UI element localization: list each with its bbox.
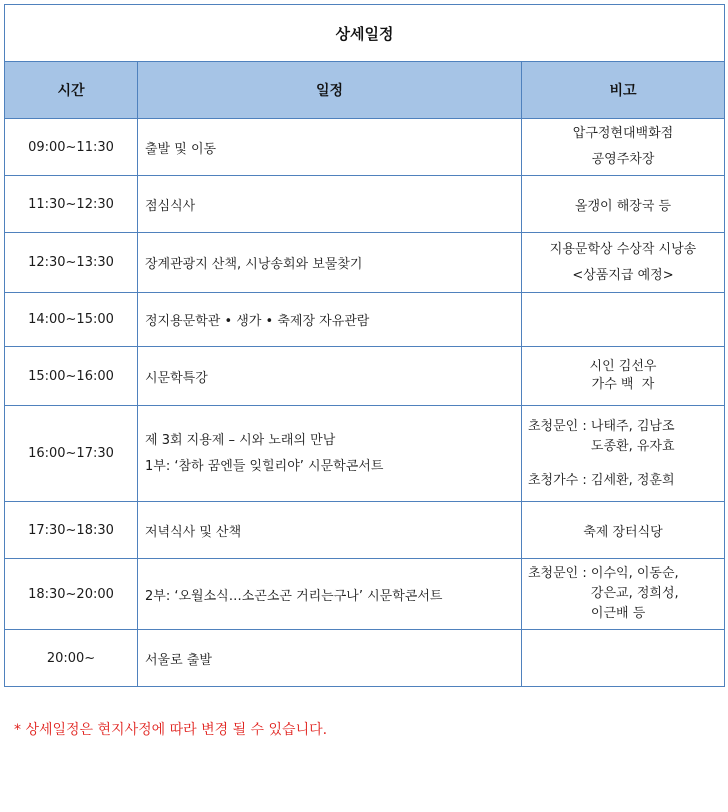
header-time: 시간 — [5, 62, 138, 119]
header-schedule: 일정 — [138, 62, 522, 119]
note-line: 축제 장터식당 — [583, 524, 663, 540]
time-cell: 09:00~11:30 — [5, 119, 138, 176]
note-cell — [522, 176, 725, 233]
note-cell — [522, 502, 725, 559]
guest-name-line: 도종환, 유자효 — [590, 438, 675, 454]
schedule-line: 1부: ‘참하 꿈엔들 잊힐리야’ 시문학콘서트 — [145, 458, 384, 474]
footnote: * 상세일정은 현지사정에 따라 변경 될 수 있습니다. — [14, 722, 328, 738]
table-row — [5, 502, 725, 559]
schedule-cell — [138, 406, 522, 502]
time-cell: 17:30~18:30 — [5, 502, 138, 559]
note-cell — [522, 406, 725, 502]
guest-name-line: 이수익, 이동순, — [590, 566, 679, 581]
guest-poets-names — [591, 417, 675, 457]
note-line: 지용문학상 수상작 시낭송 — [549, 241, 697, 257]
title-row — [5, 5, 725, 62]
table-row — [5, 119, 725, 176]
table-row — [5, 293, 725, 347]
note-line: 시인 김선우 — [589, 359, 657, 374]
schedule-cell: 정지용문학관 • 생가 • 축제장 자유관람 — [138, 293, 522, 347]
guest-singers — [528, 471, 724, 491]
schedule-cell: 출발 및 이동 — [138, 119, 522, 176]
guest-name-line: 이근배 등 — [590, 606, 646, 621]
note-cell — [522, 119, 725, 176]
schedule-cell: 장계관광지 산책, 시낭송회와 보물찾기 — [138, 233, 522, 293]
note-cell — [522, 293, 725, 347]
guest-poets-label: 초청문인 : — [528, 418, 591, 434]
guest-poets-label: 초청문인 : — [528, 566, 591, 581]
schedule-cell: 서울로 출발 — [138, 630, 522, 687]
schedule-cell: 점심식사 — [138, 176, 522, 233]
table-row — [5, 630, 725, 687]
table-row — [5, 559, 725, 630]
schedule-cell: 2부: ‘오월소식…소곤소곤 거리는구나’ 시문학콘서트 — [138, 559, 522, 630]
time-cell: 20:00~ — [5, 630, 138, 687]
guest-name-line: 나태주, 김남조 — [590, 418, 675, 434]
schedule-cell: 저녁식사 및 산책 — [138, 502, 522, 559]
note-line: <상품지급 예정> — [572, 267, 674, 283]
time-cell: 11:30~12:30 — [5, 176, 138, 233]
guest-singers-names: 김세환, 정훈희 — [590, 472, 675, 488]
time-cell: 18:30~20:00 — [5, 559, 138, 630]
note-cell — [522, 559, 725, 630]
time-cell: 14:00~15:00 — [5, 293, 138, 347]
table-row — [5, 233, 725, 293]
guest-name-line: 강은교, 정희성, — [590, 586, 679, 601]
table-title: 상세일정 — [5, 5, 725, 62]
time-cell: 16:00~17:30 — [5, 406, 138, 502]
note-cell — [522, 233, 725, 293]
guest-singers-label: 초청가수 : — [528, 472, 591, 488]
schedule-table — [4, 4, 725, 687]
header-row — [5, 62, 725, 119]
note-cell — [522, 347, 725, 406]
note-line: 압구정현대백화점 — [572, 126, 674, 141]
time-cell: 15:00~16:00 — [5, 347, 138, 406]
guest-poets — [528, 564, 724, 624]
schedule-line: 제 3회 지용제 – 시와 노래의 만남 — [145, 432, 336, 448]
table-row — [5, 176, 725, 233]
guest-poets-names — [591, 564, 679, 624]
header-note: 비고 — [522, 62, 725, 119]
note-line: 공영주차장 — [591, 152, 655, 167]
time-cell: 12:30~13:30 — [5, 233, 138, 293]
table-row — [5, 347, 725, 406]
note-cell — [522, 630, 725, 687]
guest-poets — [528, 417, 724, 457]
table-row — [5, 406, 725, 502]
note-line: 가수 백 자 — [591, 377, 655, 392]
note-line: 올갱이 해장국 등 — [574, 198, 672, 214]
schedule-cell: 시문학특강 — [138, 347, 522, 406]
